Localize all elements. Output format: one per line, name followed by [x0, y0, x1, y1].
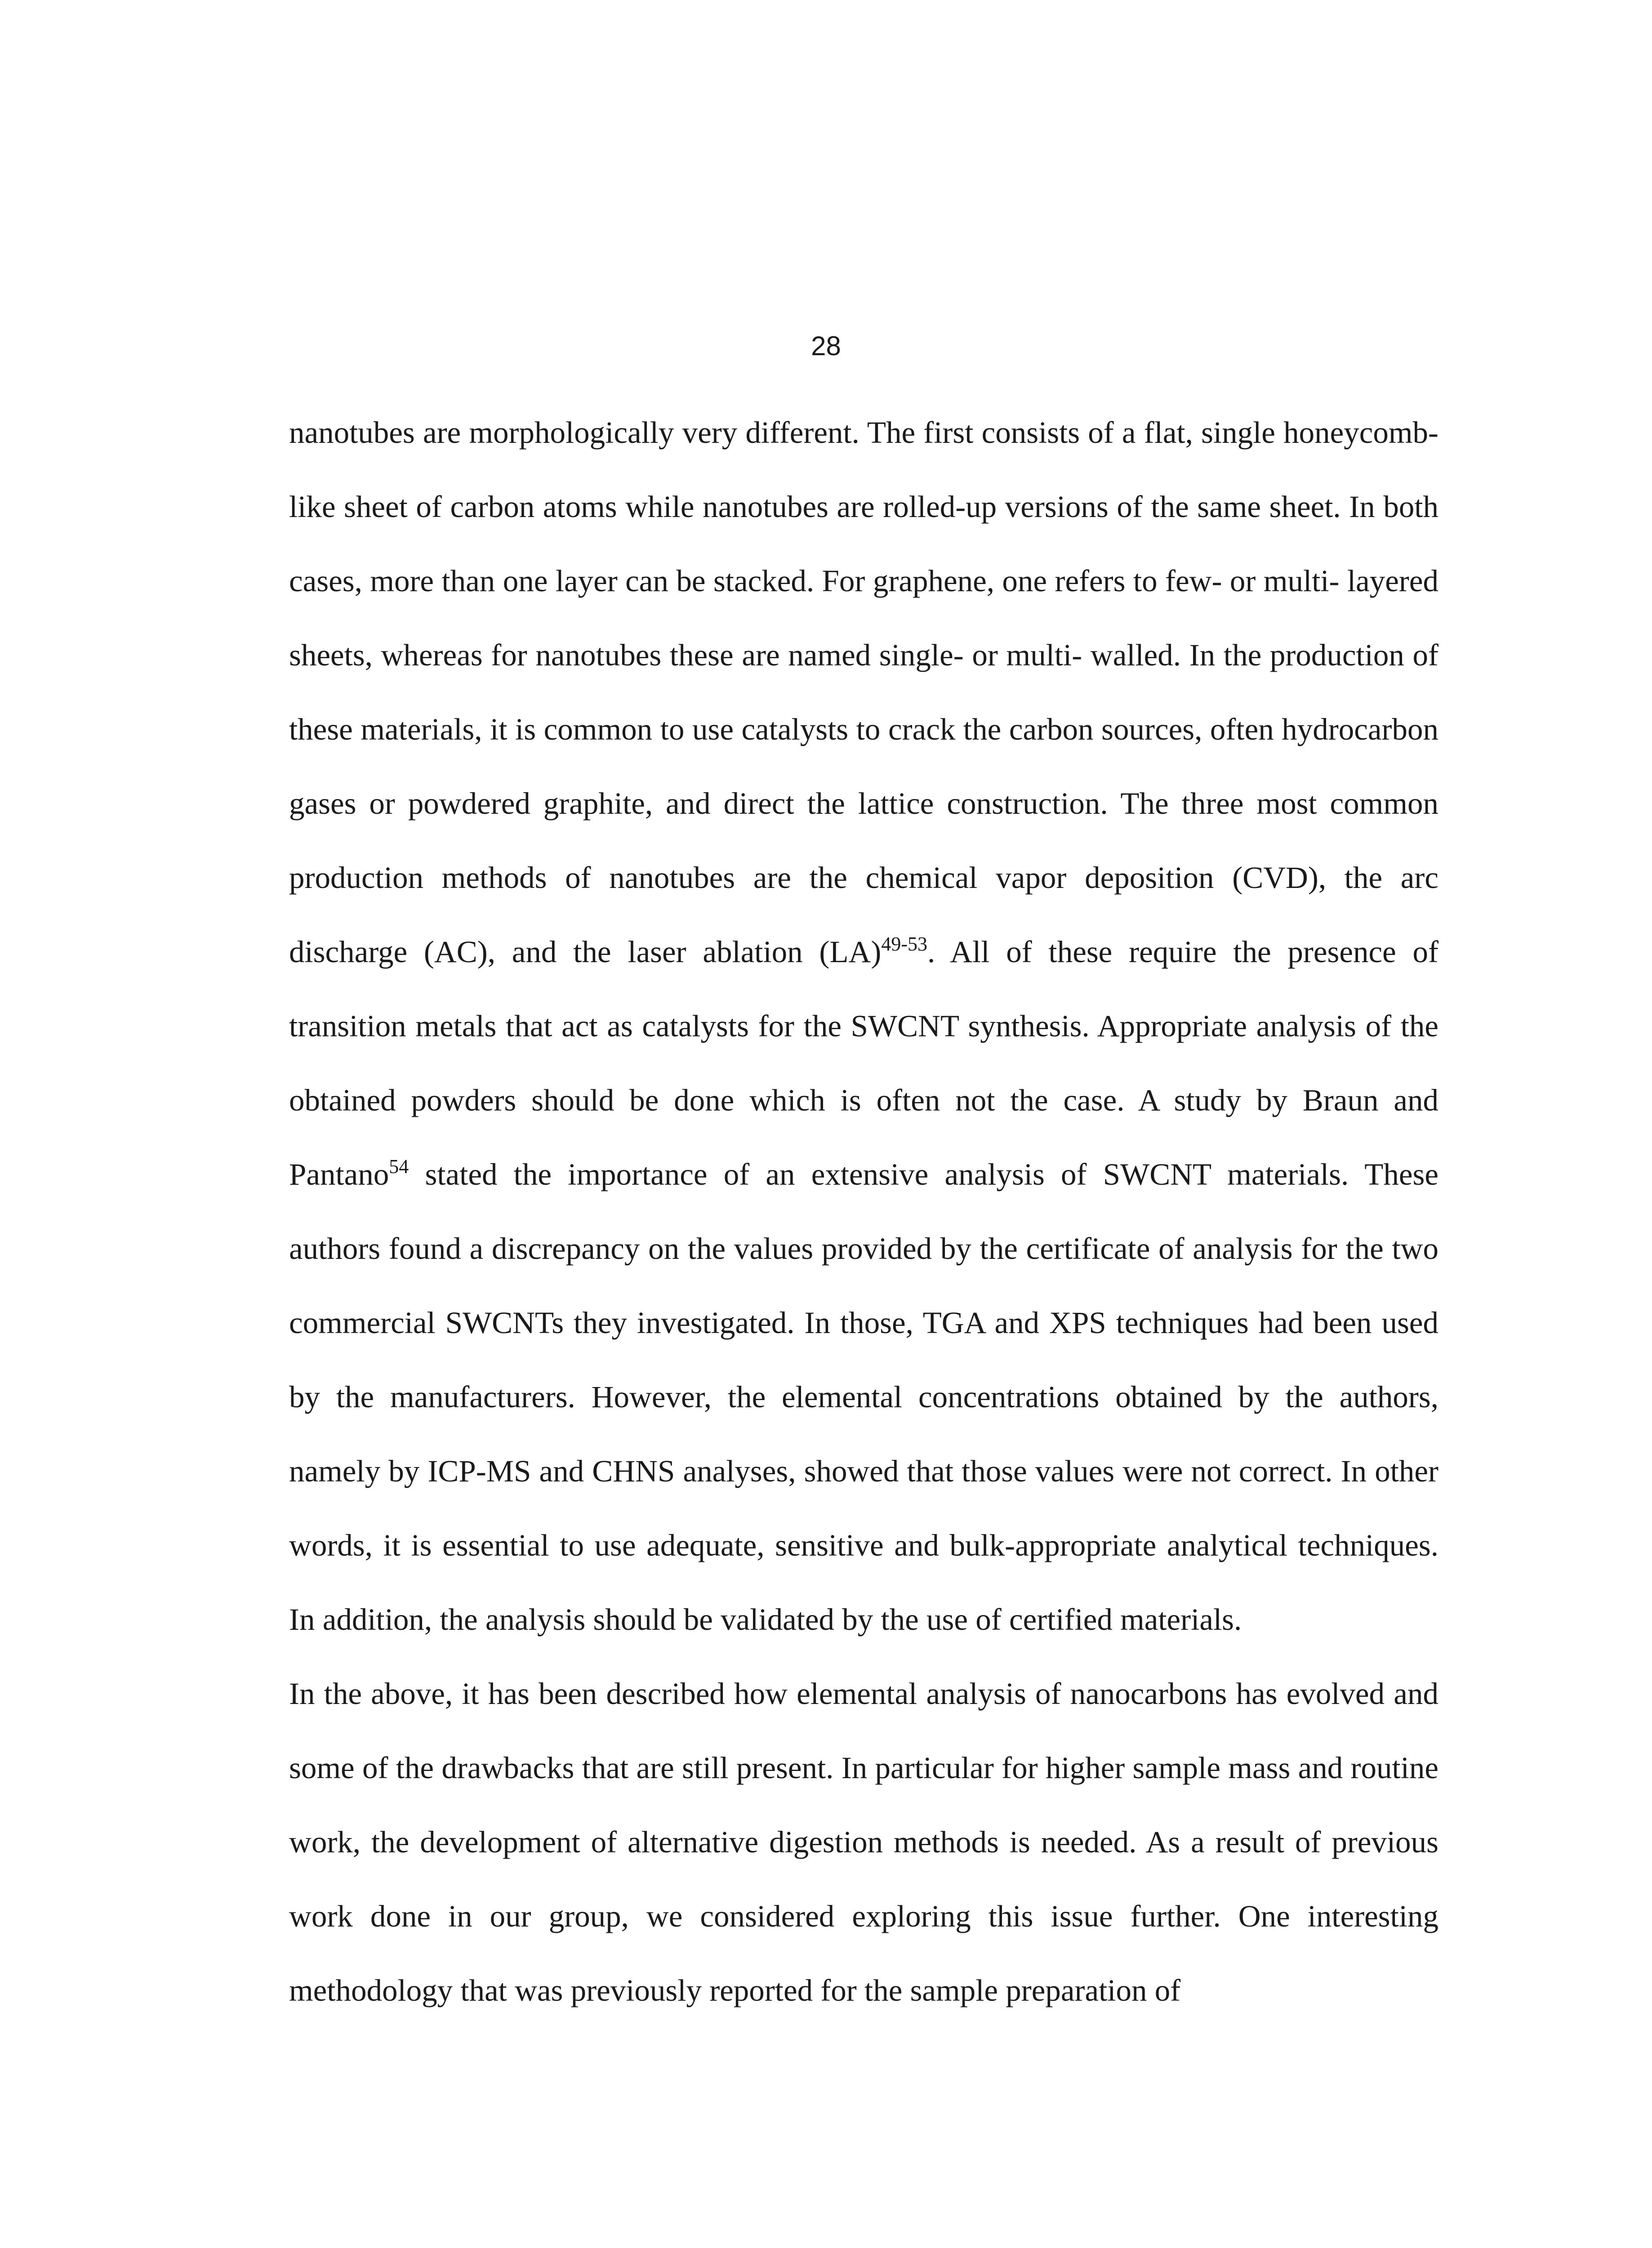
paragraph-1-text-c: stated the importance of an extensive analysis of SWCNT materials. These authors found a discrepancy on the values provided by the certificate of analysis for the two commercial SWCNTs they investigated. In those, TGA and XPS techniques had been used by the manufacturers. However, the elemental concentrations obtained by the authors, namely by ICP-MS and CHNS analyses, showed that those values were not correct. In other words, it is essential to use adequate, sensitive and bulk-appropriate analytical techniques. In addition, the analysis should be validated by the use of certified materials.: [289, 1157, 1438, 1637]
paragraph-2: In the above, it has been described how elemental analysis of nanocarbons has evolved and some of the drawbacks that are still present. In particular for higher sample mass and routine work, the development of alternative digestion methods is needed. As a result of previous work done in our group, we considered exploring this issue further. One interesting methodology that was previously reported for the sample preparation of: [289, 1677, 1438, 2007]
paragraph-1-text-b: . All of these require the presence of transition metals that act as catalysts for the SWCNT synthesis. Appropriate analysis of the obtained powders should be done which is often not the case. A study by Braun and Pantano: [289, 935, 1438, 1191]
page-number: 28: [811, 331, 841, 361]
body-text: [289, 396, 1438, 2028]
citation-49-53: 49-53: [881, 933, 928, 955]
citation-54: 54: [389, 1155, 409, 1178]
paragraph-1-text-a: nanotubes are morphologically very different. The first consists of a flat, single honeycomb-like sheet of carbon atoms while nanotubes are rolled-up versions of the same sheet. In both cases, more than one layer can be stacked. For graphene, one refers to few- or multi- layered sheets, whereas for nanotubes these are named single- or multi- walled. In the production of these materials, it is common to use catalysts to crack the carbon sources, often hydrocarbon gases or powdered graphite, and direct the lattice construction. The three most common production methods of nanotubes are the chemical vapor deposition (CVD), the arc discharge (AC), and the laser ablation (LA): [289, 415, 1438, 969]
paragraph-1: [289, 396, 1438, 1657]
